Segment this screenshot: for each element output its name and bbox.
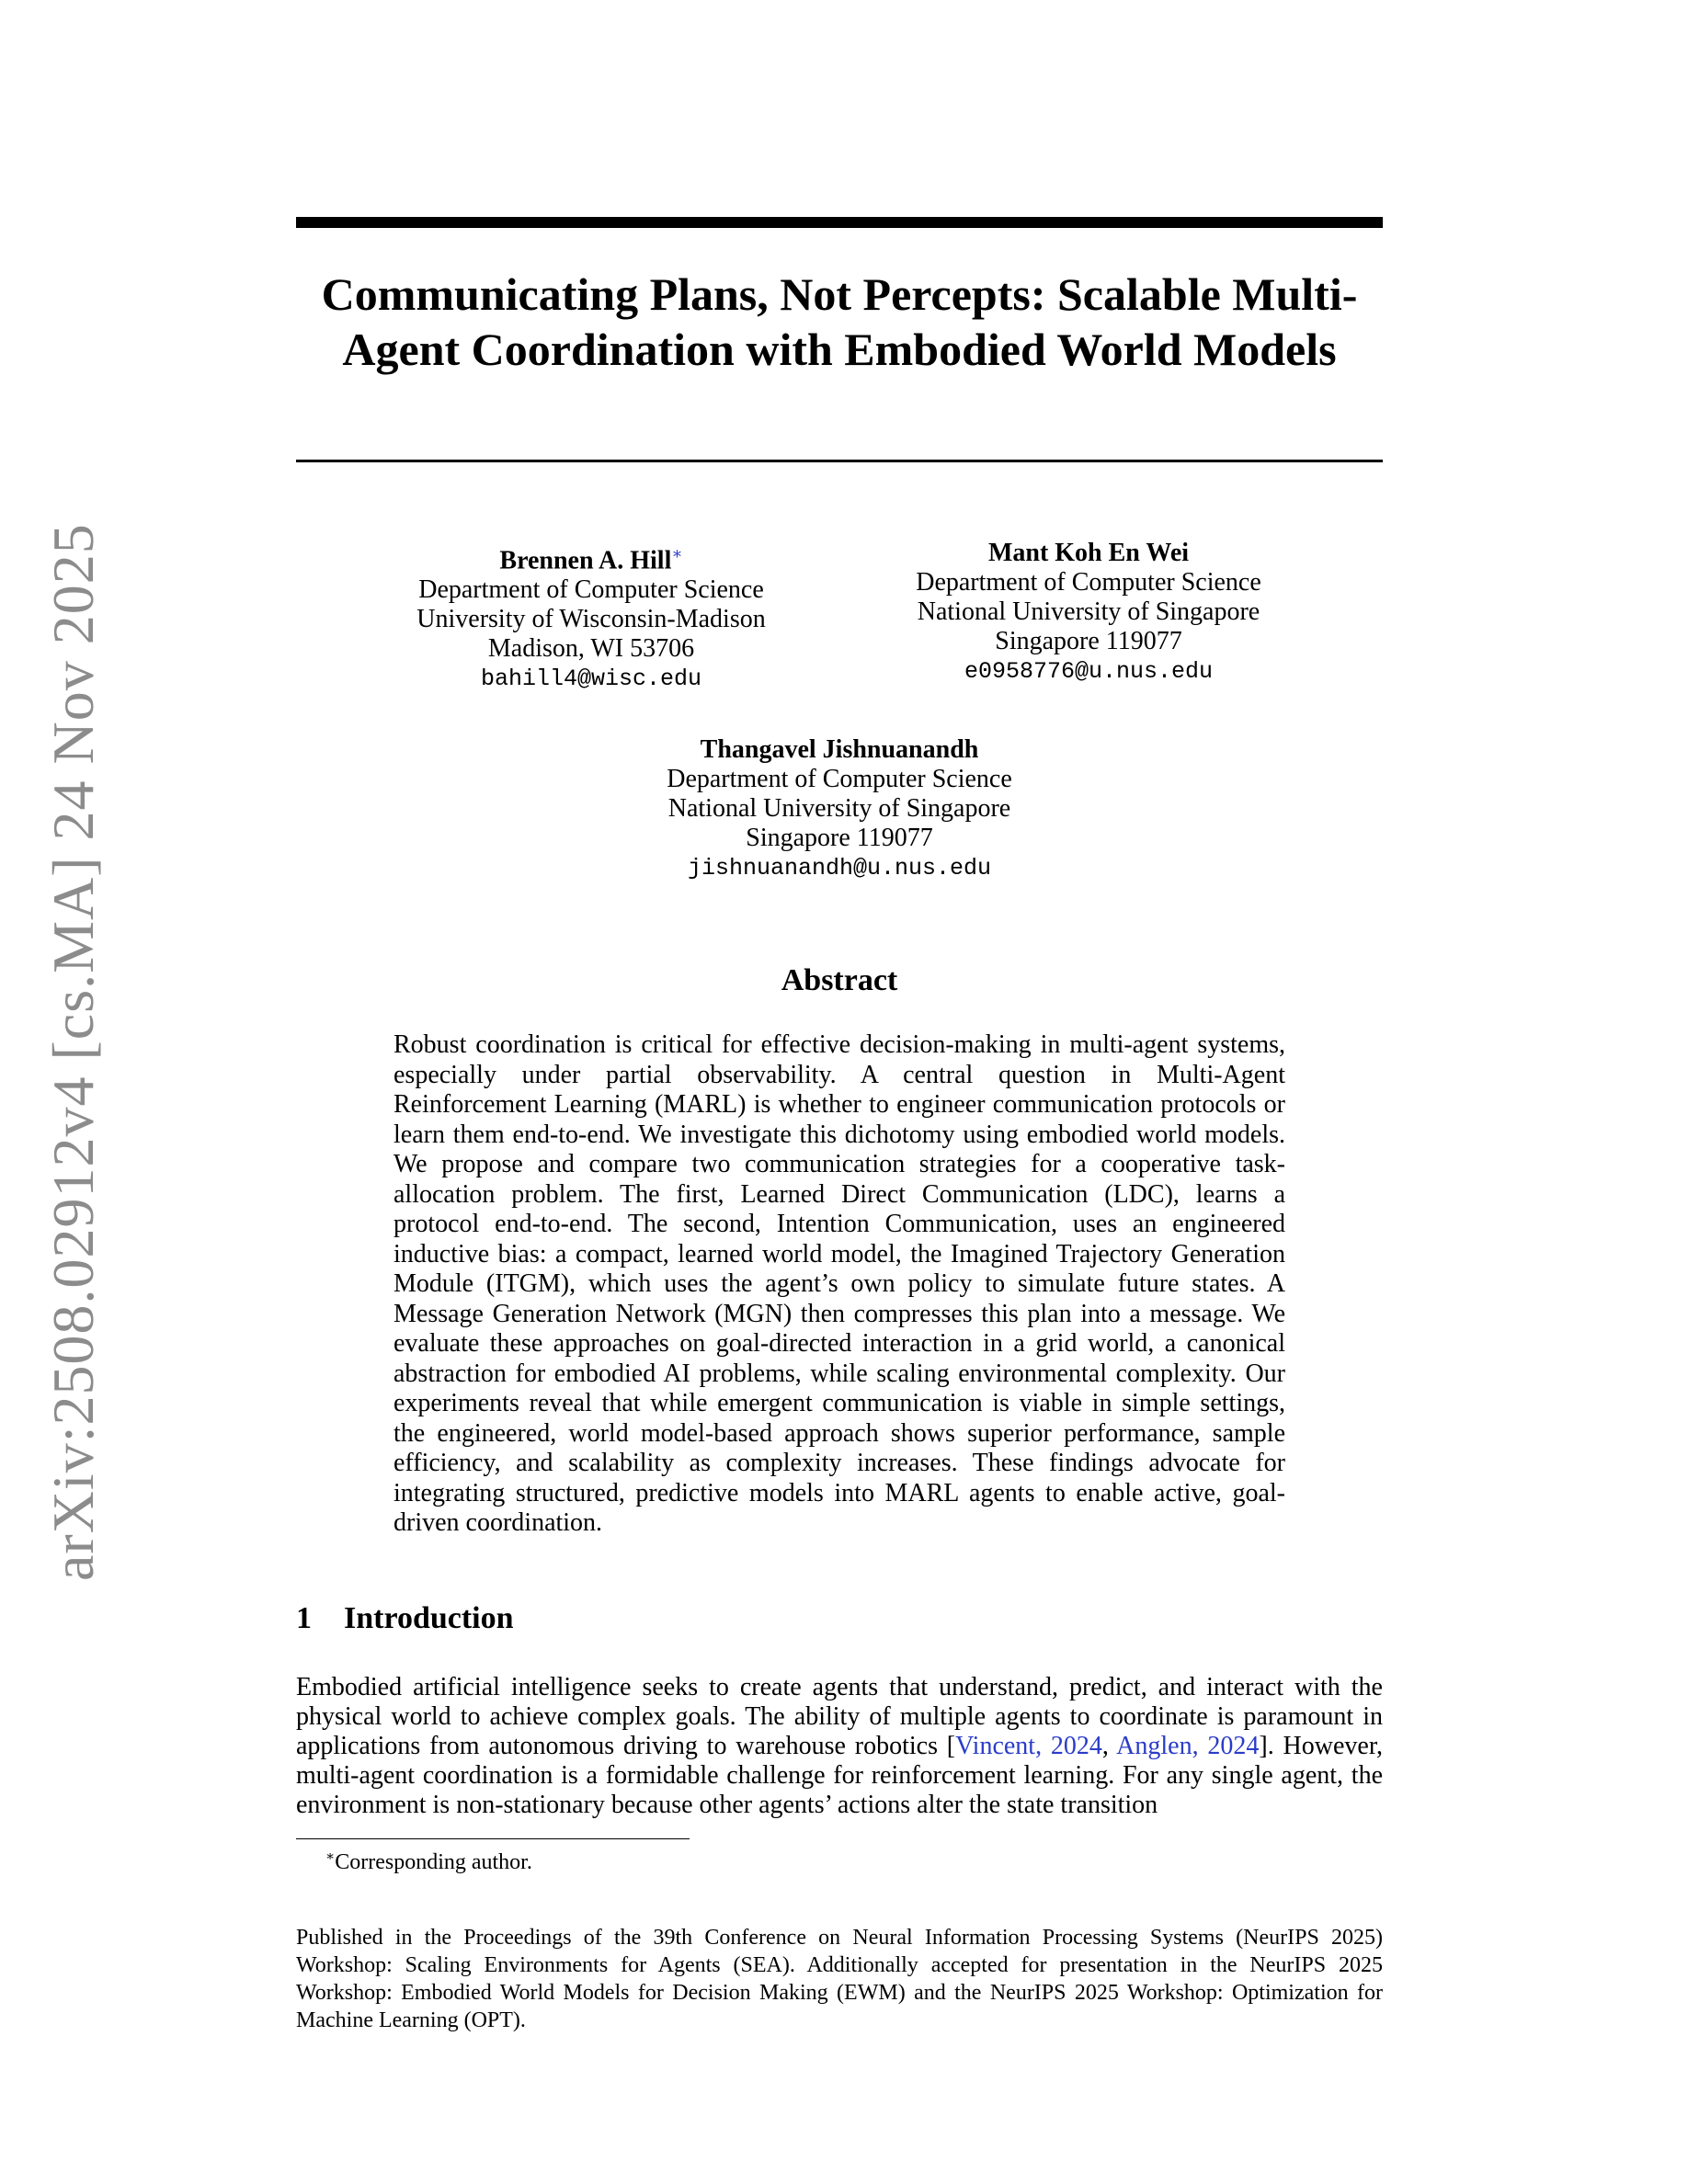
author-institution: National University of Singapore <box>917 597 1260 626</box>
author-address: Madison, WI 53706 <box>487 634 695 664</box>
author-email: e0958776@u.nus.edu <box>964 658 1214 685</box>
citation-link-vincent[interactable]: Vincent, 2024 <box>955 1732 1102 1760</box>
footnote <box>325 1843 1153 1876</box>
paper-title: Communicating Plans, Not Percepts: Scalable Multi-Agent Coordination with Embodied World Models <box>321 268 1358 375</box>
author-email: jishnuanandh@u.nus.edu <box>687 855 992 882</box>
author-block-1 <box>380 539 803 695</box>
section-title: Introduction <box>344 1601 514 1635</box>
title-bottom-rule <box>296 460 1383 462</box>
footnote-marker-link[interactable]: ∗ <box>671 544 683 563</box>
author-block-3 <box>628 735 1051 884</box>
arxiv-identifier-stamp: arXiv:2508.02912v4 [cs.MA] 24 Nov 2025 <box>40 523 106 1581</box>
author-institution: National University of Singapore <box>667 794 1011 823</box>
author-department: Department of Computer Science <box>667 765 1012 793</box>
author-department: Department of Computer Science <box>916 568 1261 597</box>
author-name: Thangavel Jishnuanandh <box>700 735 979 764</box>
publication-note: Published in the Proceedings of the 39th Conference on Neural Information Processing Systems (NeurIPS 2025) Workshop: Scaling Environments for Agents (SEA). Additionally accepted for presentation in the NeurIPS 2025 Workshop: Embodied World Models for Decision Making (EWM) and the NeurIPS 2025 Workshop: Optimization for Machine Learning (OPT). <box>296 1926 1383 2032</box>
intro-text-start: Embodied artificial intelligence seeks to create agents that understand, predict, and interact with the physical world to achieve complex goals. The ability of multiple agents to coordinate is paramount in applications from autonomous driving to warehouse robotics [ <box>296 1673 1383 1760</box>
footnote-text: Corresponding author. <box>335 1850 532 1874</box>
author-address: Singapore 119077 <box>995 627 1182 655</box>
section-heading-introduction <box>296 1600 848 1637</box>
footnote-divider <box>296 1838 690 1839</box>
author-block-2 <box>877 539 1300 688</box>
author-name: Mant Koh En Wei <box>987 539 1190 567</box>
abstract-heading: Abstract <box>781 963 898 997</box>
author-department: Department of Computer Science <box>418 575 764 605</box>
title-top-rule <box>296 217 1383 228</box>
abstract-text: Robust coordination is critical for effective decision-making in multi-agent systems, especially under partial observability. A central question in Multi-Agent Reinforcement Learning (MARL) is whether to engineer communication protocols or learn them end-to-end. We investigate this dichotomy using embodied world models. We propose and compare two communication strategies for a cooperative task-allocation problem. The first, Learned Direct Communication (LDC), learns a protocol end-to-end. The second, Intention Communication, uses an engineered inductive bias: a compact, learned world model, the Imagined Trajectory Generation Module (ITGM), which uses the agent’s own policy to simulate future states. A Message Generation Network (MGN) then compresses this plan into a message. We evaluate these approaches on goal-directed interaction in a grid world, a canonical abstraction for embodied AI problems, while scaling environmental complexity. Our experiments reveal that while emergent communication is viable in simple settings, the engineered, world model-based approach shows superior performance, sample efficiency, and scalability as complexity increases. These findings advocate for integrating structured, predictive models into MARL agents to enable active, goal-driven coordination. <box>393 1030 1285 1537</box>
author-email: bahill4@wisc.edu <box>480 665 702 693</box>
author-name: Brennen A. Hill∗ <box>499 544 683 575</box>
author-address: Singapore 119077 <box>746 824 933 852</box>
citation-link-anglen[interactable]: Anglen, 2024 <box>1116 1732 1260 1760</box>
section-number: 1 <box>296 1601 312 1635</box>
footnote-mark: ∗ <box>325 1849 336 1864</box>
intro-text-end: ]. However, multi-agent coordination is a formidable challenge for reinforcement learning. For any single agent, the environment is non-stationary because other agents’ actions alter the state transition <box>296 1732 1384 1819</box>
introduction-paragraph: Embodied artificial intelligence seeks to create agents that understand, predict, and interact with the physical world to achieve complex goals. The ability of multiple agents to coordinate is paramount in applications from autonomous driving to warehouse robotics [Vincent, 2024, Anglen, 2024]. However, multi-agent coordination is a formidable challenge for reinforcement learning. For any single agent, the environment is non-stationary because other agents’ actions alter the state transition <box>296 1673 1384 1819</box>
author-institution: University of Wisconsin-Madison <box>416 605 766 634</box>
